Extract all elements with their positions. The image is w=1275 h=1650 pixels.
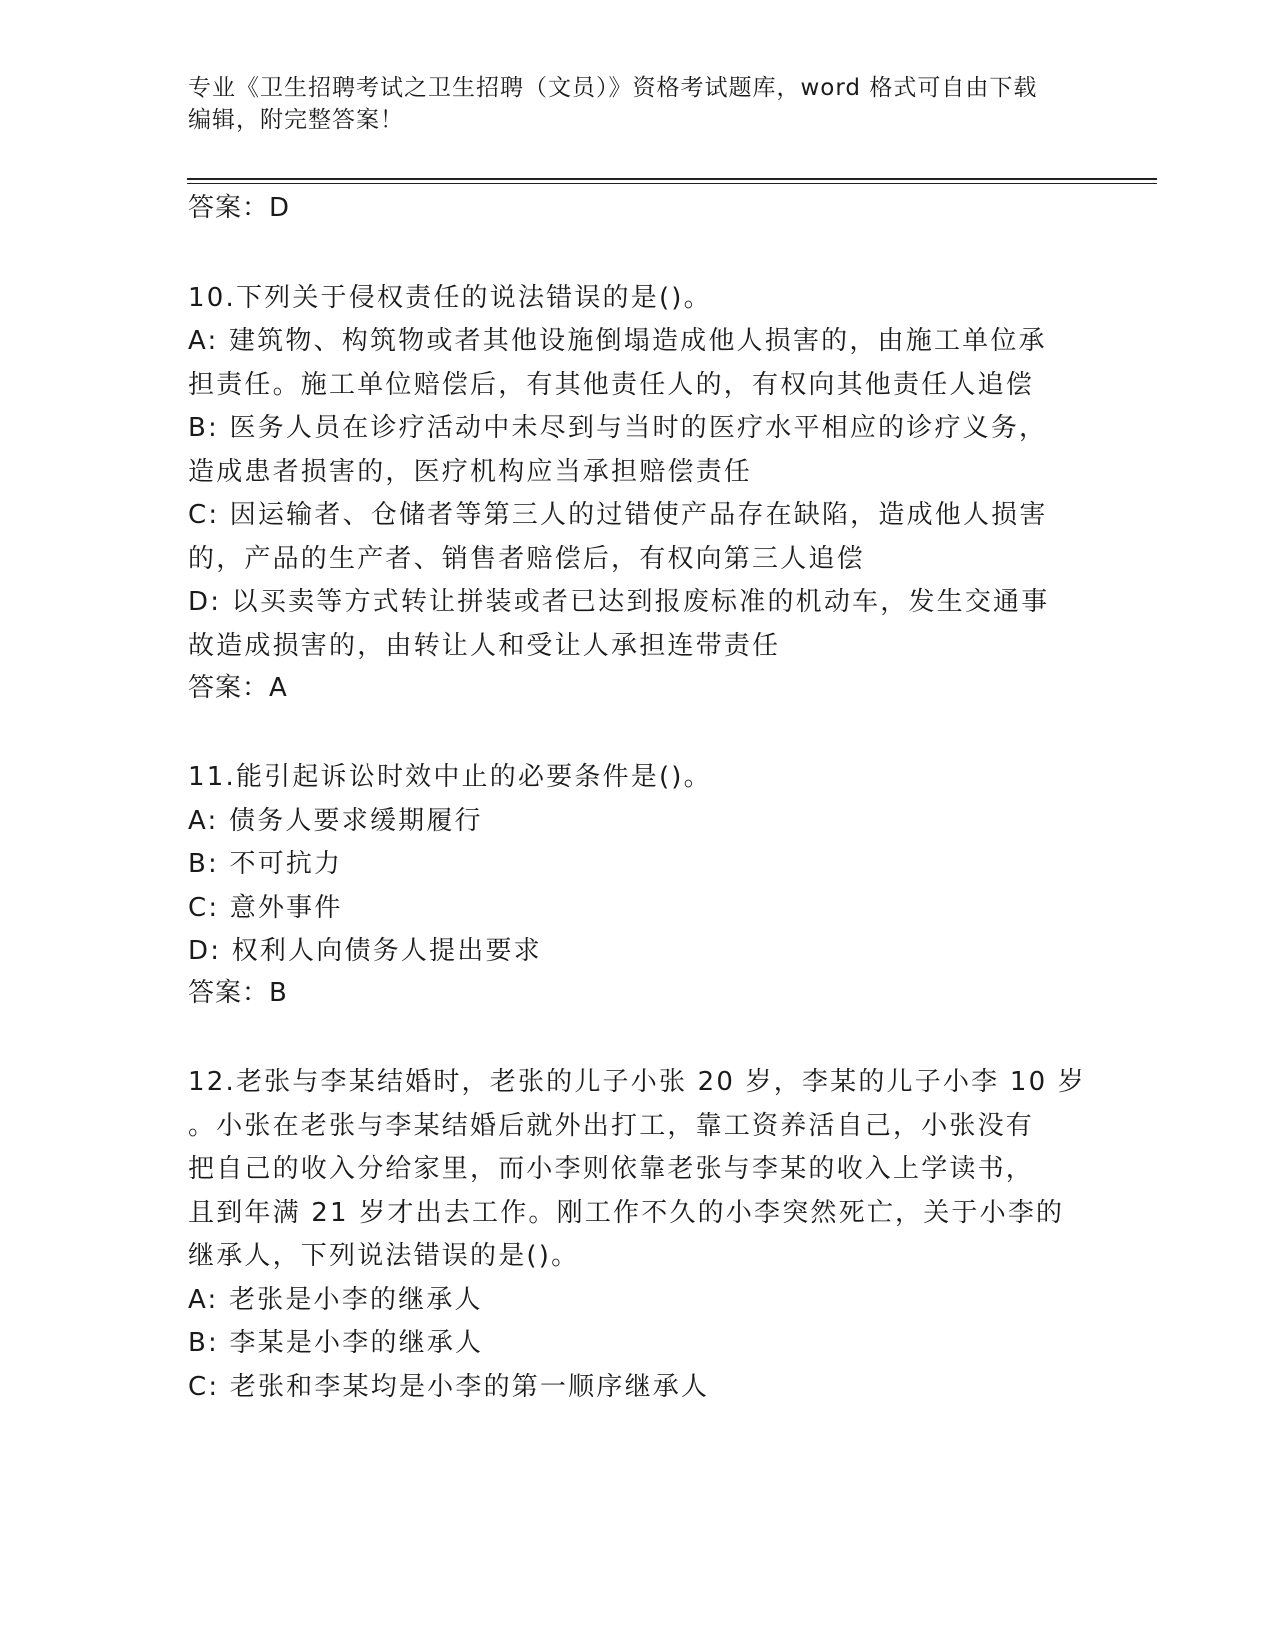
q10-option-c-line-2: 的，产品的生产者、销售者赔偿后，有权向第三人追偿 <box>188 544 865 574</box>
q11-stem: 11.能引起诉讼时效中止的必要条件是()。 <box>188 762 712 792</box>
q10-option-a-line-1: A: 建筑物、构筑物或者其他设施倒塌造成他人损害的，由施工单位承 <box>188 326 1047 356</box>
q10-option-a-line-2: 担责任。施工单位赔偿后，有其他责任人的，有权向其他责任人追偿 <box>188 370 1035 400</box>
q12-stem-line-3: 把自己的收入分给家里，而小李则依靠老张与李某的收入上学读书， <box>188 1154 1035 1184</box>
q12-stem-line-4: 且到年满 21 岁才出去工作。刚工作不久的小李突然死亡，关于小李的 <box>188 1198 1065 1228</box>
header-line-2: 编辑，附完整答案！ <box>188 107 404 133</box>
q11-option-b: B: 不可抗力 <box>188 849 343 879</box>
q11-option-a: A: 债务人要求缓期履行 <box>188 806 483 836</box>
q10-stem: 10.下列关于侵权责任的说法错误的是()。 <box>188 283 712 313</box>
document-header <box>188 72 1088 136</box>
q10-option-b-line-1: B: 医务人员在诊疗活动中未尽到与当时的医疗水平相应的诊疗义务， <box>188 413 1048 443</box>
header-divider-thick <box>187 178 1157 180</box>
q10-option-b-line-2: 造成患者损害的，医疗机构应当承担赔偿责任 <box>188 457 753 487</box>
previous-answer: 答案：D <box>188 193 291 223</box>
q12-option-c: C: 老张和李某均是小李的第一顺序继承人 <box>188 1372 710 1402</box>
q10-option-d-line-1: D: 以买卖等方式转让拼装或者已达到报废标准的机动车，发生交通事 <box>188 587 1050 617</box>
q12-stem-line-5: 继承人，下列说法错误的是()。 <box>188 1241 580 1271</box>
q11-answer: 答案：B <box>188 978 288 1008</box>
q11-option-d: D: 权利人向债务人提出要求 <box>188 936 542 966</box>
header-line-1: 专业《卫生招聘考试之卫生招聘（文员）》资格考试题库，word 格式可自由下载 <box>188 75 1038 101</box>
q10-option-d-line-2: 故造成损害的，由转让人和受让人承担连带责任 <box>188 631 781 661</box>
q12-option-b: B: 李某是小李的继承人 <box>188 1328 484 1358</box>
header-divider-thin <box>187 183 1157 184</box>
q12-stem-line-1: 12.老张与李某结婚时，老张的儿子小张 20 岁，李某的儿子小李 10 岁 <box>188 1067 1086 1097</box>
q10-option-c-line-1: C: 因运输者、仓储者等第三人的过错使产品存在缺陷，造成他人损害 <box>188 500 1048 530</box>
q11-option-c: C: 意外事件 <box>188 893 343 923</box>
q10-answer: 答案：A <box>188 673 288 703</box>
q12-option-a: A: 老张是小李的继承人 <box>188 1285 483 1315</box>
q12-stem-line-2: 。小张在老张与李某结婚后就外出打工，靠工资养活自己，小张没有 <box>188 1111 1035 1141</box>
